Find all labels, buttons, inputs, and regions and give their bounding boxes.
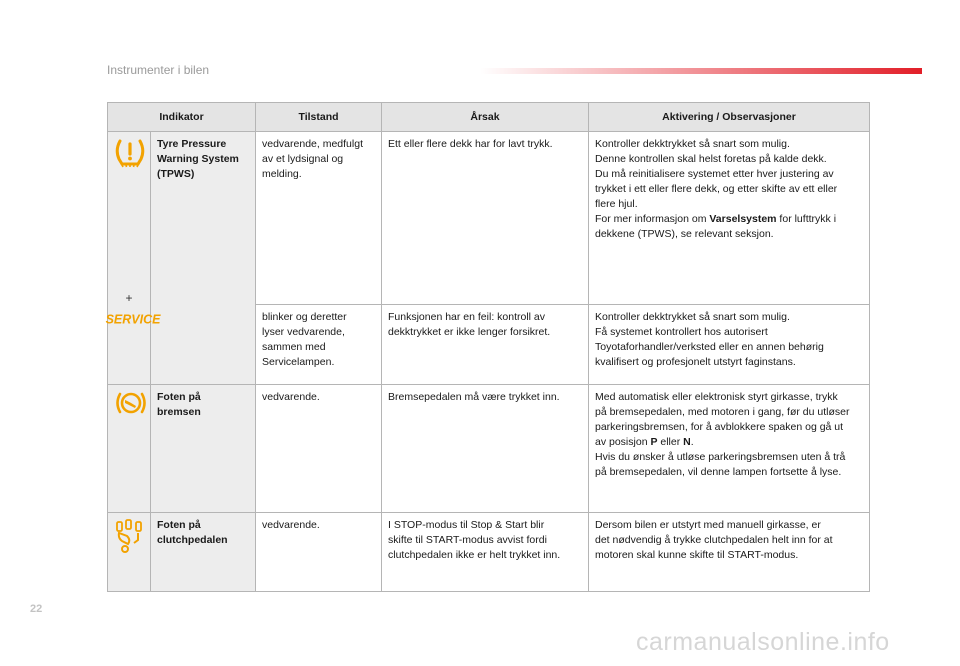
tpws-state1-arsak <box>382 132 589 305</box>
text-line: Funksjonen har en feil: kontroll av <box>388 311 546 323</box>
text-line: Bremsepedalen må være trykket inn. <box>388 391 560 403</box>
col-header-indikator: Indikator <box>108 103 256 132</box>
tpws-state1-tilstand <box>256 132 382 305</box>
text-line: på bremsepedalen, med motoren i gang, før du utløser <box>595 406 850 418</box>
table-row <box>108 385 870 513</box>
text-line: parkeringsbremsen, for å avblokkere spaken og gå ut <box>595 421 844 433</box>
service-lamp-icon <box>105 312 161 327</box>
brake-arsak <box>382 385 589 513</box>
table-row <box>108 132 870 305</box>
text-line: lyser vedvarende, <box>262 326 345 338</box>
text-line: Hvis du ønsker å utløse parkeringsbremsen uten å trå <box>595 451 846 463</box>
text-line: Dersom bilen er utstyrt med manuell girkasse, er <box>595 519 821 531</box>
clutch-arsak <box>382 513 589 592</box>
reference-suffix: for lufttrykk i <box>776 213 837 225</box>
indicator-name-line: clutchpedalen <box>157 534 228 546</box>
text-fragment: . <box>690 436 694 448</box>
text-line: vedvarende. <box>262 391 320 403</box>
text-line: Denne kontrollen skal helst foretas på kalde dekk. <box>595 153 827 165</box>
reference-bold: Varselsystem <box>709 213 777 225</box>
text-line: sammen med <box>262 341 326 353</box>
indicator-name-line: Foten på <box>157 391 201 403</box>
tpws-state2-arsak <box>382 305 589 385</box>
text-line: Med automatisk eller elektronisk styrt girkasse, trykk <box>595 391 838 403</box>
col-header-arsak: Årsak <box>382 103 589 132</box>
text-fragment: eller <box>657 436 684 448</box>
col-header-aktivering: Aktivering / Observasjoner <box>589 103 870 132</box>
text-line: Kontroller dekktrykket så snart som mulig. <box>595 311 790 323</box>
indicator-name-line: bremsen <box>157 406 201 418</box>
table-row <box>108 513 870 592</box>
table-header-row <box>108 103 870 132</box>
text-line: Servicelampen. <box>262 356 335 368</box>
reference-prefix: For mer informasjon om <box>595 213 710 225</box>
text-line: vedvarende, medfulgt <box>262 138 363 150</box>
text-fragment: av posisjon <box>595 436 651 448</box>
text-line: på bremsepedalen, vil denne lampen fortsette å lyse. <box>595 466 842 478</box>
svg-text:SERVICE: SERVICE <box>105 312 161 327</box>
text-line: blinker og deretter <box>262 311 347 323</box>
indicator-name-line: Warning System <box>157 153 239 165</box>
col-header-tilstand: Tilstand <box>256 103 382 132</box>
indicator-name-line: Tyre Pressure <box>157 138 227 150</box>
text-line: I STOP-modus til Stop & Start blir <box>388 519 545 531</box>
text-line: trykket i ett eller flere dekk, og etter skifte av ett eller <box>595 183 838 195</box>
tpws-name-cell <box>151 132 256 385</box>
page-number: 22 <box>30 603 43 615</box>
text-line: av et lydsignal og <box>262 153 344 165</box>
tpws-state1-aktivering <box>589 132 870 305</box>
clutch-aktivering <box>589 513 870 592</box>
text-line: clutchpedalen ikke er helt trykket inn. <box>388 549 561 561</box>
brake-name-cell <box>151 385 256 513</box>
tpws-state2-aktivering <box>589 305 870 385</box>
clutch-tilstand <box>256 513 382 592</box>
text-line: dekktrykket er ikke lenger forsikret. <box>388 326 551 338</box>
indicator-table <box>107 102 870 592</box>
tpws-icon-cell <box>105 132 161 385</box>
reference-line <box>595 212 863 227</box>
text-line: melding. <box>262 168 302 180</box>
text-line: flere hjul. <box>595 198 638 210</box>
indicator-name-line: Foten på <box>157 519 201 531</box>
text-line: vedvarende. <box>262 519 320 531</box>
brake-icon-cell <box>108 385 151 513</box>
text-line: Kontroller dekktrykket så snart som mulig. <box>595 138 790 150</box>
brake-tilstand <box>256 385 382 513</box>
text-line: dekkene (TPWS), se relevant seksjon. <box>595 228 774 240</box>
foot-on-clutch-icon <box>114 518 148 554</box>
text-line <box>595 435 863 450</box>
text-line: kvalifisert og profesjonelt utstyrt faginstans. <box>595 356 796 368</box>
indicator-name-line: (TPWS) <box>157 168 195 180</box>
text-line: Du må reinitialisere systemet etter hver justering av <box>595 168 834 180</box>
tpws-state2-tilstand <box>256 305 382 385</box>
brake-aktivering <box>589 385 870 513</box>
plus-sign: + <box>125 291 133 305</box>
text-line: motoren skal kunne skifte til START-modus. <box>595 549 799 561</box>
clutch-icon-cell <box>108 513 151 592</box>
page-header-title: Instrumenter i bilen <box>107 63 210 77</box>
text-line: Ett eller flere dekk har for lavt trykk. <box>388 138 553 150</box>
text-line: skifte til START-modus avvist fordi <box>388 534 547 546</box>
text-line: det nødvendig å trykke clutchpedalen helt inn for at <box>595 534 833 546</box>
text-line: Få systemet kontrollert hos autorisert <box>595 326 768 338</box>
clutch-name-cell <box>151 513 256 592</box>
gear-position-n: N <box>683 436 691 448</box>
gear-position-p: P <box>650 436 658 448</box>
header-accent-bar <box>480 68 922 74</box>
watermark: carmanualsonline.info <box>636 628 890 656</box>
tyre-pressure-warning-icon <box>114 137 146 169</box>
foot-on-brake-icon <box>114 390 148 416</box>
text-line: Toyotaforhandler/verksted eller en annen behørig <box>595 341 824 353</box>
